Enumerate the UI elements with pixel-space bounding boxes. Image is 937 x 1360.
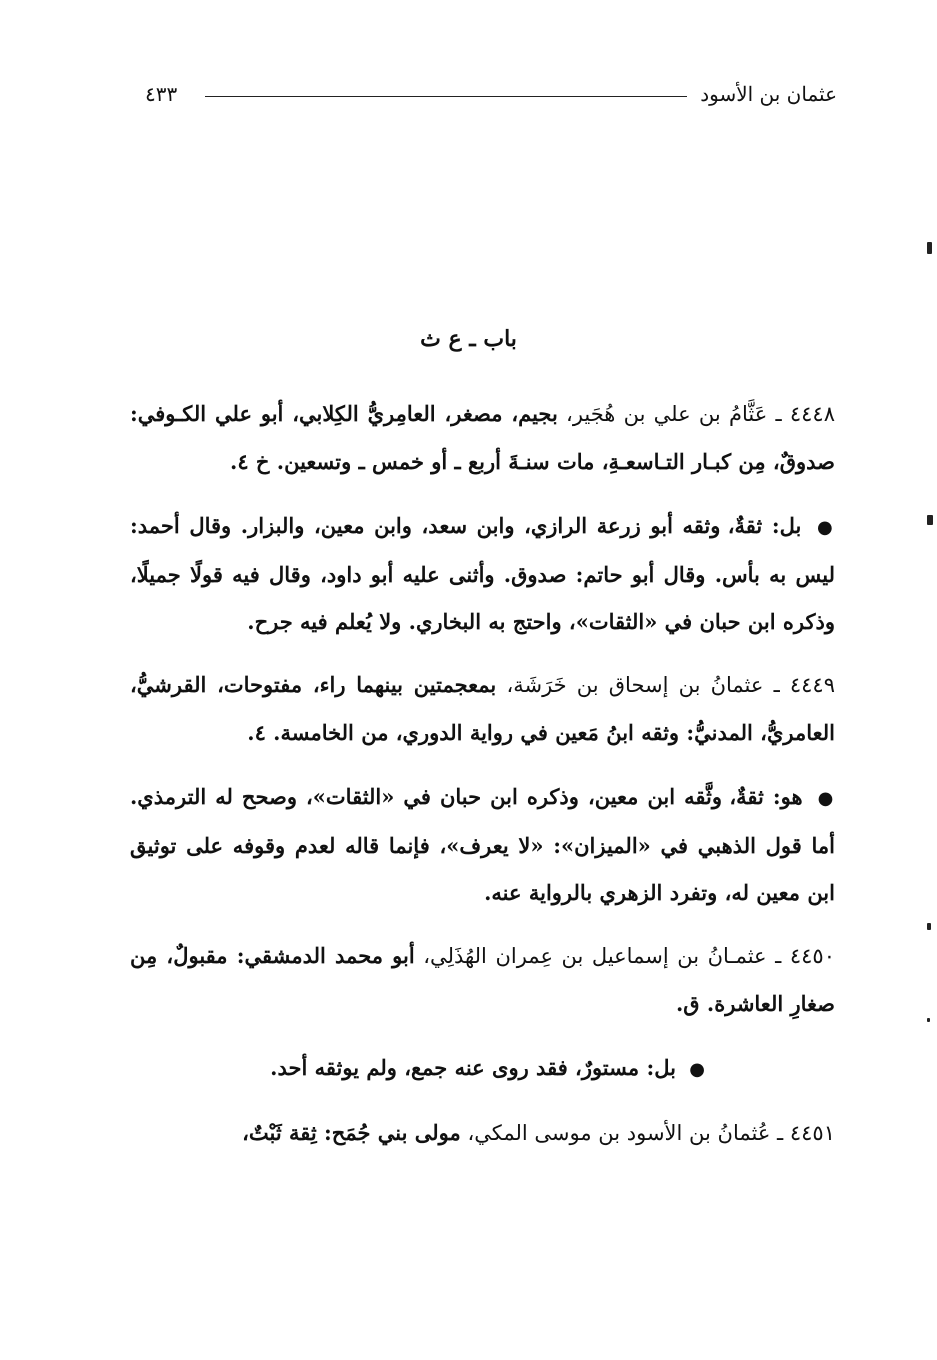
note-lead: بل: — [771, 513, 802, 538]
header-title: عثمان بن الأسود — [700, 82, 837, 106]
note-text: ثقةٌ، وثقه أبو زرعة الرازي، وابن سعد، وابن معين، والبزار. وقال أحمد: ليس به بأس. وقال أبو حاتم: صدوق. وأثنى عليه أبو داود، وقال فيه قولًا جميلًا، وذكره ابن حبان في «الثقات»، واحتج به البخاري. ولا يُعلم فيه جرح. — [130, 513, 835, 634]
entry-4448 — [130, 390, 835, 486]
scan-speck — [927, 923, 931, 930]
bullet-icon: ● — [816, 517, 835, 538]
entry-text: بجيم، مصغر، العامِريُّ الكِلابي، أبو علي الكـوفي: صدوقٌ، مِن كبـار التـاسعـةِ، مات سنـةَ أربع ـ أو خمس ـ وتسعين. خ ٤. — [130, 401, 835, 474]
narrator-name: عُثمانُ بن الأسود بن موسى المكي، — [467, 1121, 771, 1145]
note-4450 — [130, 1044, 835, 1093]
bullet-icon: ● — [689, 1059, 705, 1080]
running-header — [145, 82, 837, 112]
entry-number: ٤٤٥١ ـ — [777, 1121, 835, 1145]
note-lead: بل: — [646, 1055, 676, 1080]
entry-number: ٤٤٤٨ ـ — [775, 402, 835, 426]
scan-speck — [927, 1018, 930, 1022]
bullet-icon: ● — [817, 788, 835, 809]
note-4448 — [130, 502, 835, 645]
narrator-name: عثمـانُ بن إسماعيل بن عِمران الهُذَلِي، — [423, 944, 767, 968]
scan-speck — [927, 515, 933, 525]
chapter-heading: باب ـ ع ث — [420, 326, 517, 352]
page-number: ٤٣٣ — [145, 82, 178, 106]
note-text: ثقةٌ، وثَّقه ابن معين، وذكره ابن حبان في «الثقات»، وصحح له الترمذي. أما قول الذهبي في «الميزان»: «لا يعرف»، فإنما قاله لعدم وقوفه على توثيق ابن معين له، وتفرد الزهري بالرواية عنه. — [130, 784, 835, 905]
narrator-name: عَثَّامُ بن علي بن هُجَير، — [566, 402, 768, 426]
entry-4449 — [130, 661, 835, 757]
header-rule — [205, 96, 687, 97]
entry-4450 — [130, 932, 835, 1028]
scan-speck — [927, 242, 932, 254]
entry-text: مولى بني جُمَح: ثِقة ثَبْتٌ، — [242, 1120, 461, 1145]
entry-4451 — [130, 1109, 835, 1157]
entry-text: بمعجمتين بينهما راء، مفتوحات، القرشيُّ، العامريُّ، المدنيُّ: وثقه ابنُ مَعين في رواية الدوري، من الخامسة. ٤. — [130, 672, 835, 745]
note-lead: هو: — [772, 784, 803, 809]
entry-number: ٤٤٤٩ ـ — [773, 673, 835, 697]
note-text: مستورٌ، فقد روى عنه جمع، ولم يوثقه أحد. — [270, 1055, 640, 1080]
note-4449 — [130, 773, 835, 916]
entry-number: ٤٤٥٠ ـ — [775, 944, 835, 968]
page-body — [130, 390, 835, 1173]
entry-text: أبو محمد الدمشقي: مقبولٌ، مِن صغارِ العاشرة. ق. — [130, 943, 835, 1016]
narrator-name: عثمانُ بن إسحاق بن خَرَشَة، — [506, 673, 764, 697]
